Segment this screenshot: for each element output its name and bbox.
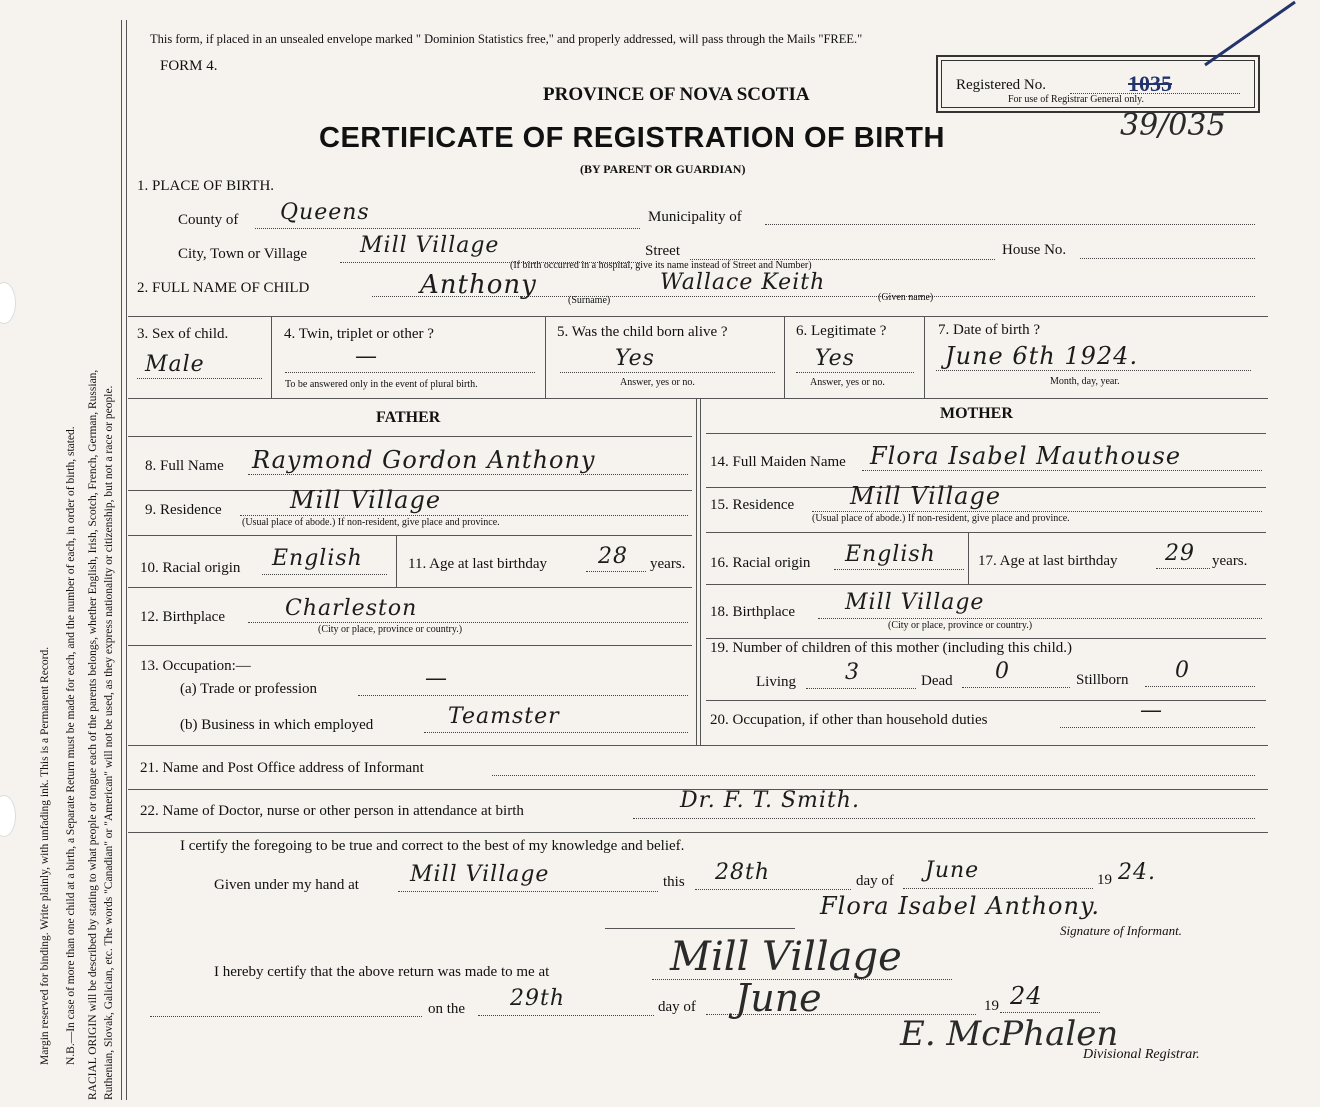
father-business-value: Teamster xyxy=(448,704,560,729)
col-divider-3 xyxy=(784,316,785,398)
father-residence-line xyxy=(240,515,688,516)
twin-label: 4. Twin, triplet or other ? xyxy=(284,326,434,342)
father-birthplace-note: (City or place, province or country.) xyxy=(318,624,463,635)
mother-heading-rule xyxy=(706,433,1266,434)
given-place-value: Mill Village xyxy=(410,862,550,887)
sex-line xyxy=(137,378,262,379)
registrar-day-value: 29th xyxy=(510,986,566,1011)
alive-label: 5. Was the child born alive ? xyxy=(557,324,728,340)
mother-living-label: Living xyxy=(756,674,796,690)
dob-line xyxy=(936,370,1251,371)
registrar-day-of-label: day of xyxy=(658,999,696,1015)
mother-years-label: years. xyxy=(1212,553,1248,569)
house-label: House No. xyxy=(1002,242,1067,258)
registered-number-label: Registered No. xyxy=(956,77,1046,93)
given-day-line xyxy=(695,889,851,890)
form-number: FORM 4. xyxy=(160,58,218,74)
registrar-place-value: Mill Village xyxy=(670,934,902,980)
father-trade-value: — xyxy=(425,666,448,691)
mother-stillborn-label: Stillborn xyxy=(1076,672,1129,688)
mother-residence-label: 15. Residence xyxy=(710,497,795,513)
mother-residence-value: Mill Village xyxy=(850,482,1002,510)
given-day-of-label: day of xyxy=(856,873,894,889)
surname-note: (Surname) xyxy=(568,295,611,306)
row-22-rule xyxy=(128,832,1268,833)
mother-birthplace-value: Mill Village xyxy=(845,590,985,615)
father-heading-rule xyxy=(128,436,692,437)
pen-stroke-mark xyxy=(1200,0,1300,70)
registrar-day-line xyxy=(478,1015,654,1016)
margin-note-4: Ruthenian, Slovak, Galician, etc. The words "Canadian" or "American" will not be used, as they express nationality or citizenship, but not a race or people. xyxy=(103,385,115,1100)
mother-heading: MOTHER xyxy=(940,405,1013,422)
mother-racial-label: 16. Racial origin xyxy=(710,555,811,571)
registered-number-note: For use of Registrar General only. xyxy=(1008,94,1144,105)
mother-children-label: 19. Number of children of this mother (including this child.) xyxy=(710,640,1073,656)
left-border-inner xyxy=(126,20,127,1100)
sex-value: Male xyxy=(145,352,205,377)
given-month-line xyxy=(903,888,1093,889)
mother-stillborn-value: 0 xyxy=(1175,658,1190,683)
given-note: (Given name) xyxy=(878,292,934,303)
legitimate-label: 6. Legitimate ? xyxy=(796,323,887,339)
mother-dead-line xyxy=(962,687,1070,688)
mother-residence-line xyxy=(812,511,1262,512)
mother-dead-value: 0 xyxy=(995,659,1010,684)
mother-row-rule-2 xyxy=(706,532,1266,533)
signature-rule xyxy=(605,928,795,929)
certificate-title: CERTIFICATE OF REGISTRATION OF BIRTH xyxy=(319,122,945,154)
father-age-divider xyxy=(396,535,397,587)
registrar-month-value: June xyxy=(735,976,822,1020)
margin-note-1: Margin reserved for binding. Write plainly, with unfading ink. This is a Permanent Record. xyxy=(39,646,51,1065)
registered-number-handwritten: 39/035 xyxy=(1120,108,1226,143)
father-business-line xyxy=(424,732,688,733)
mother-age-divider xyxy=(968,532,969,584)
row-line-bottom xyxy=(128,398,1268,399)
legitimate-value: Yes xyxy=(815,346,855,371)
registrar-label: Divisional Registrar. xyxy=(1083,1047,1200,1062)
mother-racial-line xyxy=(834,569,964,570)
mother-birthplace-note: (City or place, province or country.) xyxy=(888,620,1033,631)
given-day-value: 28th xyxy=(715,860,771,885)
father-row-rule-4 xyxy=(128,645,692,646)
mother-row-rule-3 xyxy=(706,584,1266,585)
father-racial-line xyxy=(262,574,387,575)
municipality-label: Municipality of xyxy=(648,209,742,225)
mother-name-label: 14. Full Maiden Name xyxy=(710,454,846,470)
on-the-label: on the xyxy=(428,1001,466,1017)
doctor-value: Dr. F. T. Smith. xyxy=(680,788,860,813)
father-trade-label: (a) Trade or profession xyxy=(180,681,318,697)
twin-value: — xyxy=(355,344,378,369)
mother-living-value: 3 xyxy=(845,660,860,685)
registrar-year-value: 24 xyxy=(1010,982,1043,1010)
mother-dead-label: Dead xyxy=(921,673,953,689)
twin-note: To be answered only in the event of plural birth. xyxy=(285,379,478,390)
row-line-top xyxy=(128,316,1268,317)
registrar-year-prefix: 19 xyxy=(984,998,999,1014)
child-surname-value: Anthony xyxy=(420,270,537,300)
father-name-line xyxy=(248,474,688,475)
mother-name-line xyxy=(862,470,1262,471)
col-divider-1 xyxy=(271,316,272,398)
father-residence-note: (Usual place of abode.) If non-resident, give place and province. xyxy=(242,517,500,528)
mother-residence-note: (Usual place of abode.) If non-resident, give place and province. xyxy=(812,513,1070,524)
father-birthplace-label: 12. Birthplace xyxy=(140,609,225,625)
registrar-statement: I hereby certify that the above return was made to me at xyxy=(214,964,550,980)
margin-note-3: RACIAL ORIGIN will be described by stating to what people or tongue each of the parents belongs, whether English, Irish, Scotch, French, German, Russian, xyxy=(87,369,99,1100)
father-occupation-label: 13. Occupation:— xyxy=(140,658,251,674)
registrar-left-line xyxy=(150,1016,422,1017)
dob-label: 7. Date of birth ? xyxy=(938,322,1041,338)
mother-occupation-line xyxy=(1060,727,1255,728)
mother-row-rule-4 xyxy=(706,638,1266,639)
mother-racial-value: English xyxy=(845,542,936,567)
county-label: County of xyxy=(178,212,239,228)
father-heading: FATHER xyxy=(376,409,441,426)
mail-notice: This form, if placed in an unsealed envelope marked " Dominion Statistics free," and properly addressed, will pass through the Mails "FREE." xyxy=(150,32,863,46)
mother-stillborn-line xyxy=(1145,686,1255,687)
binding-hole-bottom xyxy=(0,795,16,837)
registered-number-value: 1035 xyxy=(1128,71,1172,96)
legitimate-note: Answer, yes or no. xyxy=(810,377,885,388)
given-month-value: June xyxy=(925,858,980,883)
mother-occupation-label: 20. Occupation, if other than household duties xyxy=(710,712,988,728)
hospital-note: (If birth occurred in a hospital, give its name instead of Street and Number) xyxy=(510,260,812,271)
parents-bottom-rule xyxy=(128,745,1268,746)
father-birthplace-value: Charleston xyxy=(285,596,418,621)
father-name-label: 8. Full Name xyxy=(145,458,224,474)
mother-birthplace-line xyxy=(818,618,1262,619)
given-year-prefix: 19 xyxy=(1097,872,1112,888)
father-row-rule-2 xyxy=(128,535,692,536)
informant-line xyxy=(492,775,1255,776)
margin-note-2: N.B.—In case of more than one child at a birth, a Separate Return must be made for each, and the number of each, in order of birth, stated. xyxy=(65,426,77,1065)
house-line xyxy=(1080,258,1255,259)
father-age-line xyxy=(586,571,646,572)
given-label: Given under my hand at xyxy=(214,877,359,893)
certify-statement: I certify the foregoing to be true and correct to the best of my knowledge and belief. xyxy=(180,838,685,854)
left-border xyxy=(121,20,122,1100)
street-label: Street xyxy=(645,243,680,259)
informant-signature: Flora Isabel Anthony. xyxy=(820,892,1100,920)
child-given-value: Wallace Keith xyxy=(660,270,826,295)
mother-name-value: Flora Isabel Mauthouse xyxy=(870,442,1182,470)
binding-hole-top xyxy=(0,282,16,324)
given-place-line xyxy=(398,891,658,892)
mother-birthplace-label: 18. Birthplace xyxy=(710,604,795,620)
county-line xyxy=(255,228,640,229)
father-business-label: (b) Business in which employed xyxy=(180,717,374,733)
father-years-label: years. xyxy=(650,556,686,572)
mother-age-line xyxy=(1156,568,1210,569)
parents-divider-2 xyxy=(700,398,701,745)
mother-age-label: 17. Age at last birthday xyxy=(978,553,1118,569)
place-heading: 1. PLACE OF BIRTH. xyxy=(137,178,275,194)
municipality-line xyxy=(765,224,1255,225)
father-racial-value: English xyxy=(272,546,363,571)
father-trade-line xyxy=(358,695,688,696)
mother-age-value: 29 xyxy=(1165,541,1195,566)
registrar-signature: E. McPhalen xyxy=(900,1014,1119,1054)
this-label: this xyxy=(663,874,685,890)
legitimate-line xyxy=(796,372,914,373)
alive-value: Yes xyxy=(615,346,655,371)
alive-line xyxy=(560,372,775,373)
sex-label: 3. Sex of child. xyxy=(137,326,229,342)
doctor-line xyxy=(633,818,1255,819)
mother-living-line xyxy=(806,688,916,689)
informant-signature-label: Signature of Informant. xyxy=(1060,923,1182,938)
father-residence-label: 9. Residence xyxy=(145,502,222,518)
certificate-subtitle: (BY PARENT OR GUARDIAN) xyxy=(580,162,746,176)
father-row-rule-3 xyxy=(128,587,692,588)
father-name-value: Raymond Gordon Anthony xyxy=(252,446,596,474)
col-divider-4 xyxy=(924,316,925,398)
father-age-value: 28 xyxy=(598,544,628,569)
dob-value: June 6th 1924. xyxy=(945,342,1139,370)
county-value: Queens xyxy=(280,200,370,225)
father-birthplace-line xyxy=(248,622,688,623)
city-label: City, Town or Village xyxy=(178,246,308,262)
mother-occupation-value: — xyxy=(1140,698,1163,723)
dob-note: Month, day, year. xyxy=(1050,376,1120,387)
alive-note: Answer, yes or no. xyxy=(620,377,695,388)
mother-row-rule-5 xyxy=(706,700,1266,701)
father-racial-label: 10. Racial origin xyxy=(140,560,241,576)
col-divider-2 xyxy=(545,316,546,398)
city-value: Mill Village xyxy=(360,233,500,258)
child-name-label: 2. FULL NAME OF CHILD xyxy=(137,280,310,296)
parents-divider xyxy=(696,398,697,745)
given-year-value: 24. xyxy=(1118,860,1156,885)
father-residence-value: Mill Village xyxy=(290,486,442,514)
registrar-year-line xyxy=(1000,1012,1100,1013)
province-title: PROVINCE OF NOVA SCOTIA xyxy=(543,84,810,105)
doctor-label: 22. Name of Doctor, nurse or other person in attendance at birth xyxy=(140,803,524,819)
twin-line xyxy=(285,372,535,373)
informant-label: 21. Name and Post Office address of Informant xyxy=(140,760,424,776)
father-age-label: 11. Age at last birthday xyxy=(408,556,547,572)
